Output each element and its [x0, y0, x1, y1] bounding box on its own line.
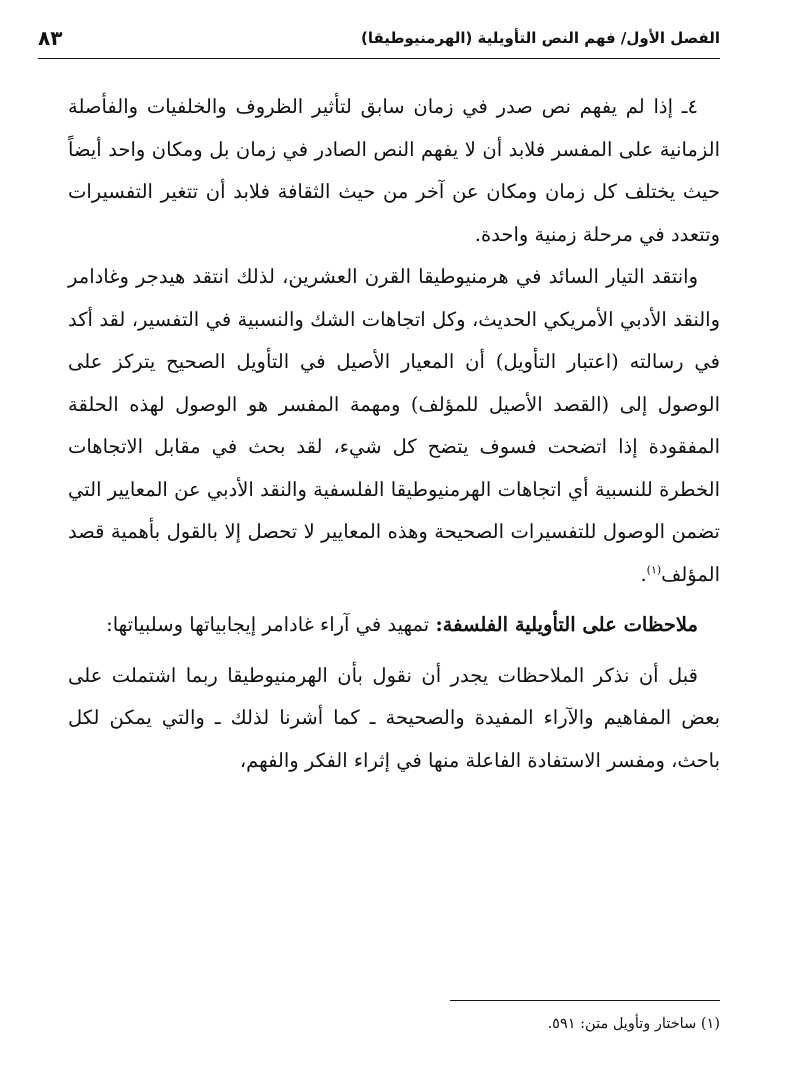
footnote: [548, 1014, 720, 1034]
body-text: [68, 86, 720, 782]
paragraph-point-4: ٤ـ إذا لم يفهم نص صدر في زمان سابق لتأثير الظروف والخلفيات والفأصلة الزمانية على المفسر فلابد أن لا يفهم النص الصادر في زمان بل ومكان واحد أيضاً حيث يختلف كل زمان ومكان عن آخر من حيث الثقافة فلابد أن تتغير التفسيرات وتتعدد في مرحلة زمنية واحدة.: [68, 95, 720, 246]
section-heading-rest: تمهيد في آراء غادامر إيجابياتها وسلبياتها:: [106, 613, 436, 636]
footnote-marker: (١): [700, 1016, 720, 1032]
footnote-separator: [450, 1000, 720, 1001]
running-title: الفصل الأول/ فهم النص التأويلية (الهرمنيوطيقا): [361, 29, 720, 47]
footnote-reference: (١): [646, 563, 662, 576]
footnote-text: ساختار وتأويل متن: ٥٩١.: [547, 1016, 701, 1032]
page-header: [38, 18, 720, 59]
paragraph-before-notes: قبل أن نذكر الملاحظات يجدر أن نقول بأن الهرمنيوطيقا ربما اشتملت على بعض المفاهيم والآراء المفيدة والصحيحة ـ كما أشرنا لذلك ـ والتي يمكن لكل باحث، ومفسر الاستفادة الفاعلة منها في إثراء الفكر والفهم،: [68, 663, 720, 772]
paragraph-criticism: [68, 256, 720, 596]
section-heading-lead: ملاحظات على التأويلية الفلسفة:: [435, 613, 698, 636]
section-heading: [68, 604, 720, 647]
paragraph-criticism-end: .: [640, 562, 647, 586]
paragraph-criticism-text: وانتقد التيار السائد في هرمنيوطيقا القرن العشرين، لذلك انتقد هيدجر وغادامر والنقد الأدبي الأمريكي الحديث، وكل اتجاهات الشك والنسبية في التفسير، لقد أكد في رسالته (اعتبار التأويل) أن المعيار الأصيل في التأويل الصحيح يتركز على الوصول إلى (القصد الأصيل للمؤلف) ومهمة المفسر هو الوصول لهذه الحلقة المفقودة إذا اتضحت فسوف يتضح كل شيء، لقد بحث في مقابل الاتجاهات الخطرة للنسبية أي اتجاهات الهرمنيوطيقا الفلسفية والنقد الأدبي عن المعايير التي تضمن الوصول للتفسيرات الصحيحة وهذه المعايير لا تحصل إلا بالقول بأهمية قصد المؤلف: [68, 265, 720, 586]
page-number: ٨٣: [38, 26, 63, 50]
